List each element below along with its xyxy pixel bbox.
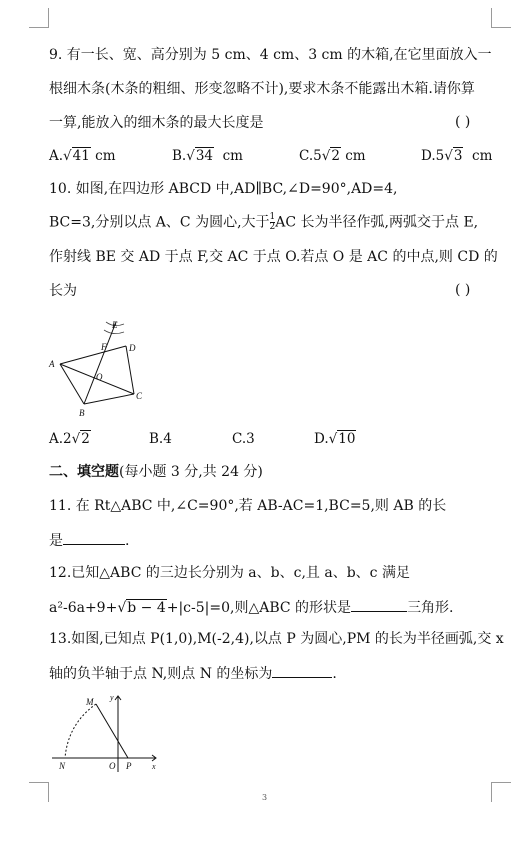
- q13-line-2: 轴的负半轴于点 N,则点 N 的坐标为 .: [49, 663, 337, 683]
- q12-answer-blank[interactable]: [351, 597, 407, 612]
- q10-arc-lower: [104, 330, 124, 334]
- q13-arc-mn: [65, 704, 96, 758]
- q13-segment-pm: [96, 704, 128, 758]
- q10-answer-paren: ( ): [455, 282, 471, 298]
- q10-line-1: 10. 如图,在四边形 ABCD 中,AD∥BC,∠D=90°,AD=4,: [49, 181, 398, 197]
- q10-segment-bc: [84, 394, 134, 404]
- q10-label-o: O: [96, 372, 103, 382]
- q10-ray-be: [84, 322, 116, 404]
- crop-mark-tl-h: [29, 27, 49, 28]
- q10-label-f: F: [101, 342, 107, 352]
- q10-label-b: B: [79, 408, 85, 418]
- q10-option-d: D.√10: [314, 431, 356, 447]
- crop-mark-br-h: [491, 782, 511, 783]
- page-number: 3: [261, 793, 268, 802]
- q12-line-2: a²-6a+9+√b − 4+|c-5|=0,则△ABC 的形状是 三角形.: [49, 597, 454, 617]
- q9-line-2: 根细木条(木条的粗细、形变忽略不计),要求木条不能露出木箱.请你算: [49, 81, 475, 97]
- q9-line-1: 9. 有一长、宽、高分别为 5 cm、4 cm、3 cm 的木箱,在它里面放入一: [49, 47, 492, 63]
- q10-figure: [44, 316, 194, 426]
- crop-mark-tr-v: [491, 8, 492, 28]
- q12-sqrt: √b − 4: [117, 600, 166, 616]
- q9-options: [49, 148, 499, 166]
- q10-line-4: 长为: [49, 283, 77, 299]
- q10-label-e: E: [112, 320, 118, 330]
- q9-option-a: A.√41 cm: [49, 148, 116, 164]
- q13-label-m: M: [86, 697, 94, 707]
- q10-option-a: A.2√2: [49, 431, 90, 447]
- q13-label-o: O: [109, 761, 116, 771]
- q10-label-d: D: [129, 343, 136, 353]
- q13-answer-blank[interactable]: [272, 663, 332, 678]
- q13-figure: [44, 690, 169, 775]
- section-fill-blank-heading: 二、填空题(每小题 3 分,共 24 分): [49, 464, 263, 480]
- q9-option-d: D.5√3 cm: [421, 148, 493, 164]
- q10-option-c: C.3: [232, 431, 255, 447]
- q10-label-c: C: [136, 391, 143, 401]
- crop-mark-bl-h: [29, 782, 49, 783]
- q13-line-1: 13.如图,已知点 P(1,0),M(-2,4),以点 P 为圆心,PM 的长为半径画弧,交 x: [49, 631, 504, 647]
- q11-answer-blank[interactable]: [63, 530, 125, 545]
- q13-label-p: P: [126, 761, 132, 771]
- q13-label-y: y: [110, 693, 114, 702]
- q13-label-n: N: [59, 761, 66, 771]
- q10-label-a: A: [49, 359, 55, 369]
- q11-line-1: 11. 在 Rt△ABC 中,∠C=90°,若 AB-AC=1,BC=5,则 AB 的长: [49, 498, 447, 514]
- crop-mark-tr-h: [491, 27, 511, 28]
- q9-answer-paren: ( ): [455, 114, 471, 130]
- q9-option-b: B.√34 cm: [172, 148, 243, 164]
- q10-line-2: BC=3,分别以点 A、C 为圆心,大于 $\frac{1}{2}$ AC 长为半径作弧,两弧交于点 E,: [49, 212, 479, 232]
- q10-option-b: B.4: [149, 431, 172, 447]
- q10-segment-dc: [126, 346, 134, 394]
- q9-line-3: 一算,能放入的细木条的最大长度是: [49, 115, 264, 131]
- q10-options: [49, 431, 499, 449]
- q11-line-2: 是 .: [49, 530, 129, 550]
- q9-option-c: C.5√2 cm: [299, 148, 366, 164]
- crop-mark-tl-v: [48, 8, 49, 28]
- q12-line-1: 12.已知△ABC 的三边长分别为 a、b、c,且 a、b、c 满足: [49, 565, 410, 581]
- q10-segment-ad: [60, 346, 126, 364]
- q10-fraction: $\frac{1}{2}$: [269, 212, 276, 232]
- q10-segment-ab: [60, 364, 84, 404]
- q13-label-x: x: [152, 762, 156, 771]
- q10-line-3: 作射线 BE 交 AD 于点 F,交 AC 于点 O.若点 O 是 AC 的中点,则 CD 的: [49, 249, 498, 265]
